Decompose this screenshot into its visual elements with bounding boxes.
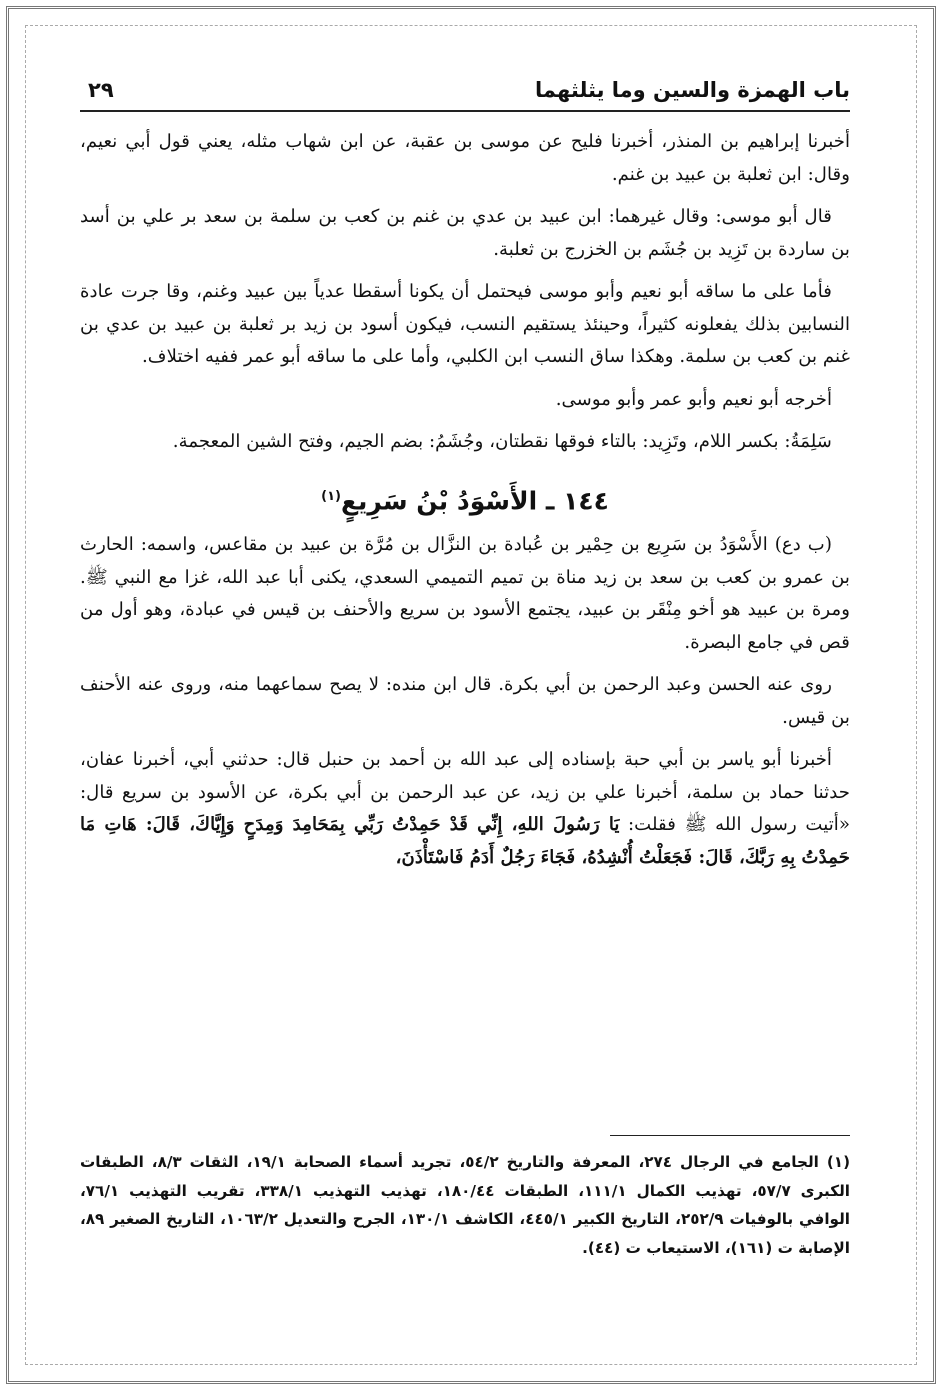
article-title: ١٤٤ ـ الأَسْوَدُ بْنُ سَرِيعٍ	[340, 485, 609, 515]
paragraph: (ب دع) الأَسْوَدُ بن سَرِيع بن حِمْير بن عُبادة بن النزَّال بن مُرَّة بن عبيد بن مقاعس، واسمه: الحارث بن عمرو بن كعب بن سعد بن زيد مناة بن تميم التميمي السعدي، يكنى أبا عبد الله، غزا مع النبي ﷺ. ومرة بن عبيد هو أخو مِنْقَر بن عبيد، يجتمع الأسود بن سريع والأحنف بن قيس في عبادة، وهو أول من قص في جامع البصرة.	[80, 534, 850, 653]
paragraph: أخبرنا إبراهيم بن المنذر، أخبرنا فليح عن موسى بن عقبة، عن ابن شهاب مثله، يعني قول أبي نعيم، وقال: ابن ثعلبة بن عبيد بن غنم.	[80, 131, 850, 185]
page-number: ٢٩	[88, 78, 114, 102]
paragraph	[80, 744, 850, 874]
article-heading	[80, 481, 850, 518]
paragraph: قال أبو موسى: وقال غيرهما: ابن عبيد بن عدي بن غنم بن كعب بن سلمة بن سعد بر علي بن أسد بن ساردة بن تَزِيد بن جُشَم بن الخزرج بن ثعلبة.	[80, 206, 850, 260]
hadith-prose: أخبرنا أبو ياسر بن أبي حبة بإسناده إلى عبد الله بن أحمد بن حنبل قال: حدثني أبي، أخبرنا عفان، حدثنا حماد بن سلمة، أخبرنا علي بن زيد، عن عبد الرحمن بن أبي بكرة، عن الأسود بن سريع قال: «أتيت رسول الله ﷺ فقلت:	[80, 749, 850, 836]
hadith-quote: يَا رَسُولَ اللهِ، إِنِّي قَدْ حَمِدْتُ رَبِّي بِمَحَامِدَ وَمِدَحٍ وَإِيَّاكَ، قَالَ: هَاتِ مَا حَمِدْتُ بِهِ رَبَّكَ، قَالَ: فَجَعَلْتُ أُنْشِدُهُ، فَجَاءَ رَجُلٌ أَدَمُ فَاسْتَأْذَنَ،	[80, 814, 850, 868]
footnote-marker: (١)	[321, 488, 341, 504]
paragraph: أخرجه أبو نعيم وأبو عمر وأبو موسى.	[555, 388, 832, 410]
paragraph: فأما على ما ساقه أبو نعيم وأبو موسى فيحتمل أن يكونا أسقطا عدياً بين عبيد وغنم، وقا جرت عادة النسابين بذلك يفعلونه كثيراً، وحينئذ يستقيم النسب، فيكون أسود بن زيد بر ثعلبة بن عبيد بن عدي بن غنم بن كعب بن سلمة. وهكذا ساق النسب ابن الكلبي، وأما على ما ساقه أبو عمر ففيه اختلاف.	[80, 281, 850, 367]
running-title: باب الهمزة والسين وما يثلثهما	[535, 78, 850, 102]
paragraph: سَلِمَةُ: بكسر اللام، وتَزِيد: بالتاء فوقها نقطتان، وجُشَمُ: بضم الجيم، وفتح الشين المعجمة.	[172, 431, 832, 452]
document-page	[80, 60, 850, 1340]
body-text	[80, 126, 850, 884]
footnote-separator	[610, 1135, 850, 1136]
paragraph: روى عنه الحسن وعبد الرحمن بن أبي بكرة. قال ابن منده: لا يصح سماعهما منه، وروى عنه الأحنف بن قيس.	[80, 674, 850, 728]
page-header	[80, 76, 850, 112]
footnote: (١) الجامع في الرجال ٢٧٤، المعرفة والتاريخ ٥٤/٢، تجريد أسماء الصحابة ١٩/١، الثقات ٨/٣، الطبقات الكبرى ٥٧/٧، تهذيب الكمال ١١١/١، الطبقات ١٨٠/٤٤، تهذيب التهذيب ٣٣٨/١، تقريب التهذيب ٧٦/١، الوافي بالوفيات ٢٥٢/٩، التاريخ الكبير ٤٤٥/١، الكاشف ١٣٠/١، الجرح والتعديل ١٠٦٣/٢، التاريخ الصغير ٨٩، الإصابة ت (١٦١)، الاستيعاب ت (٤٤).	[80, 1153, 851, 1257]
